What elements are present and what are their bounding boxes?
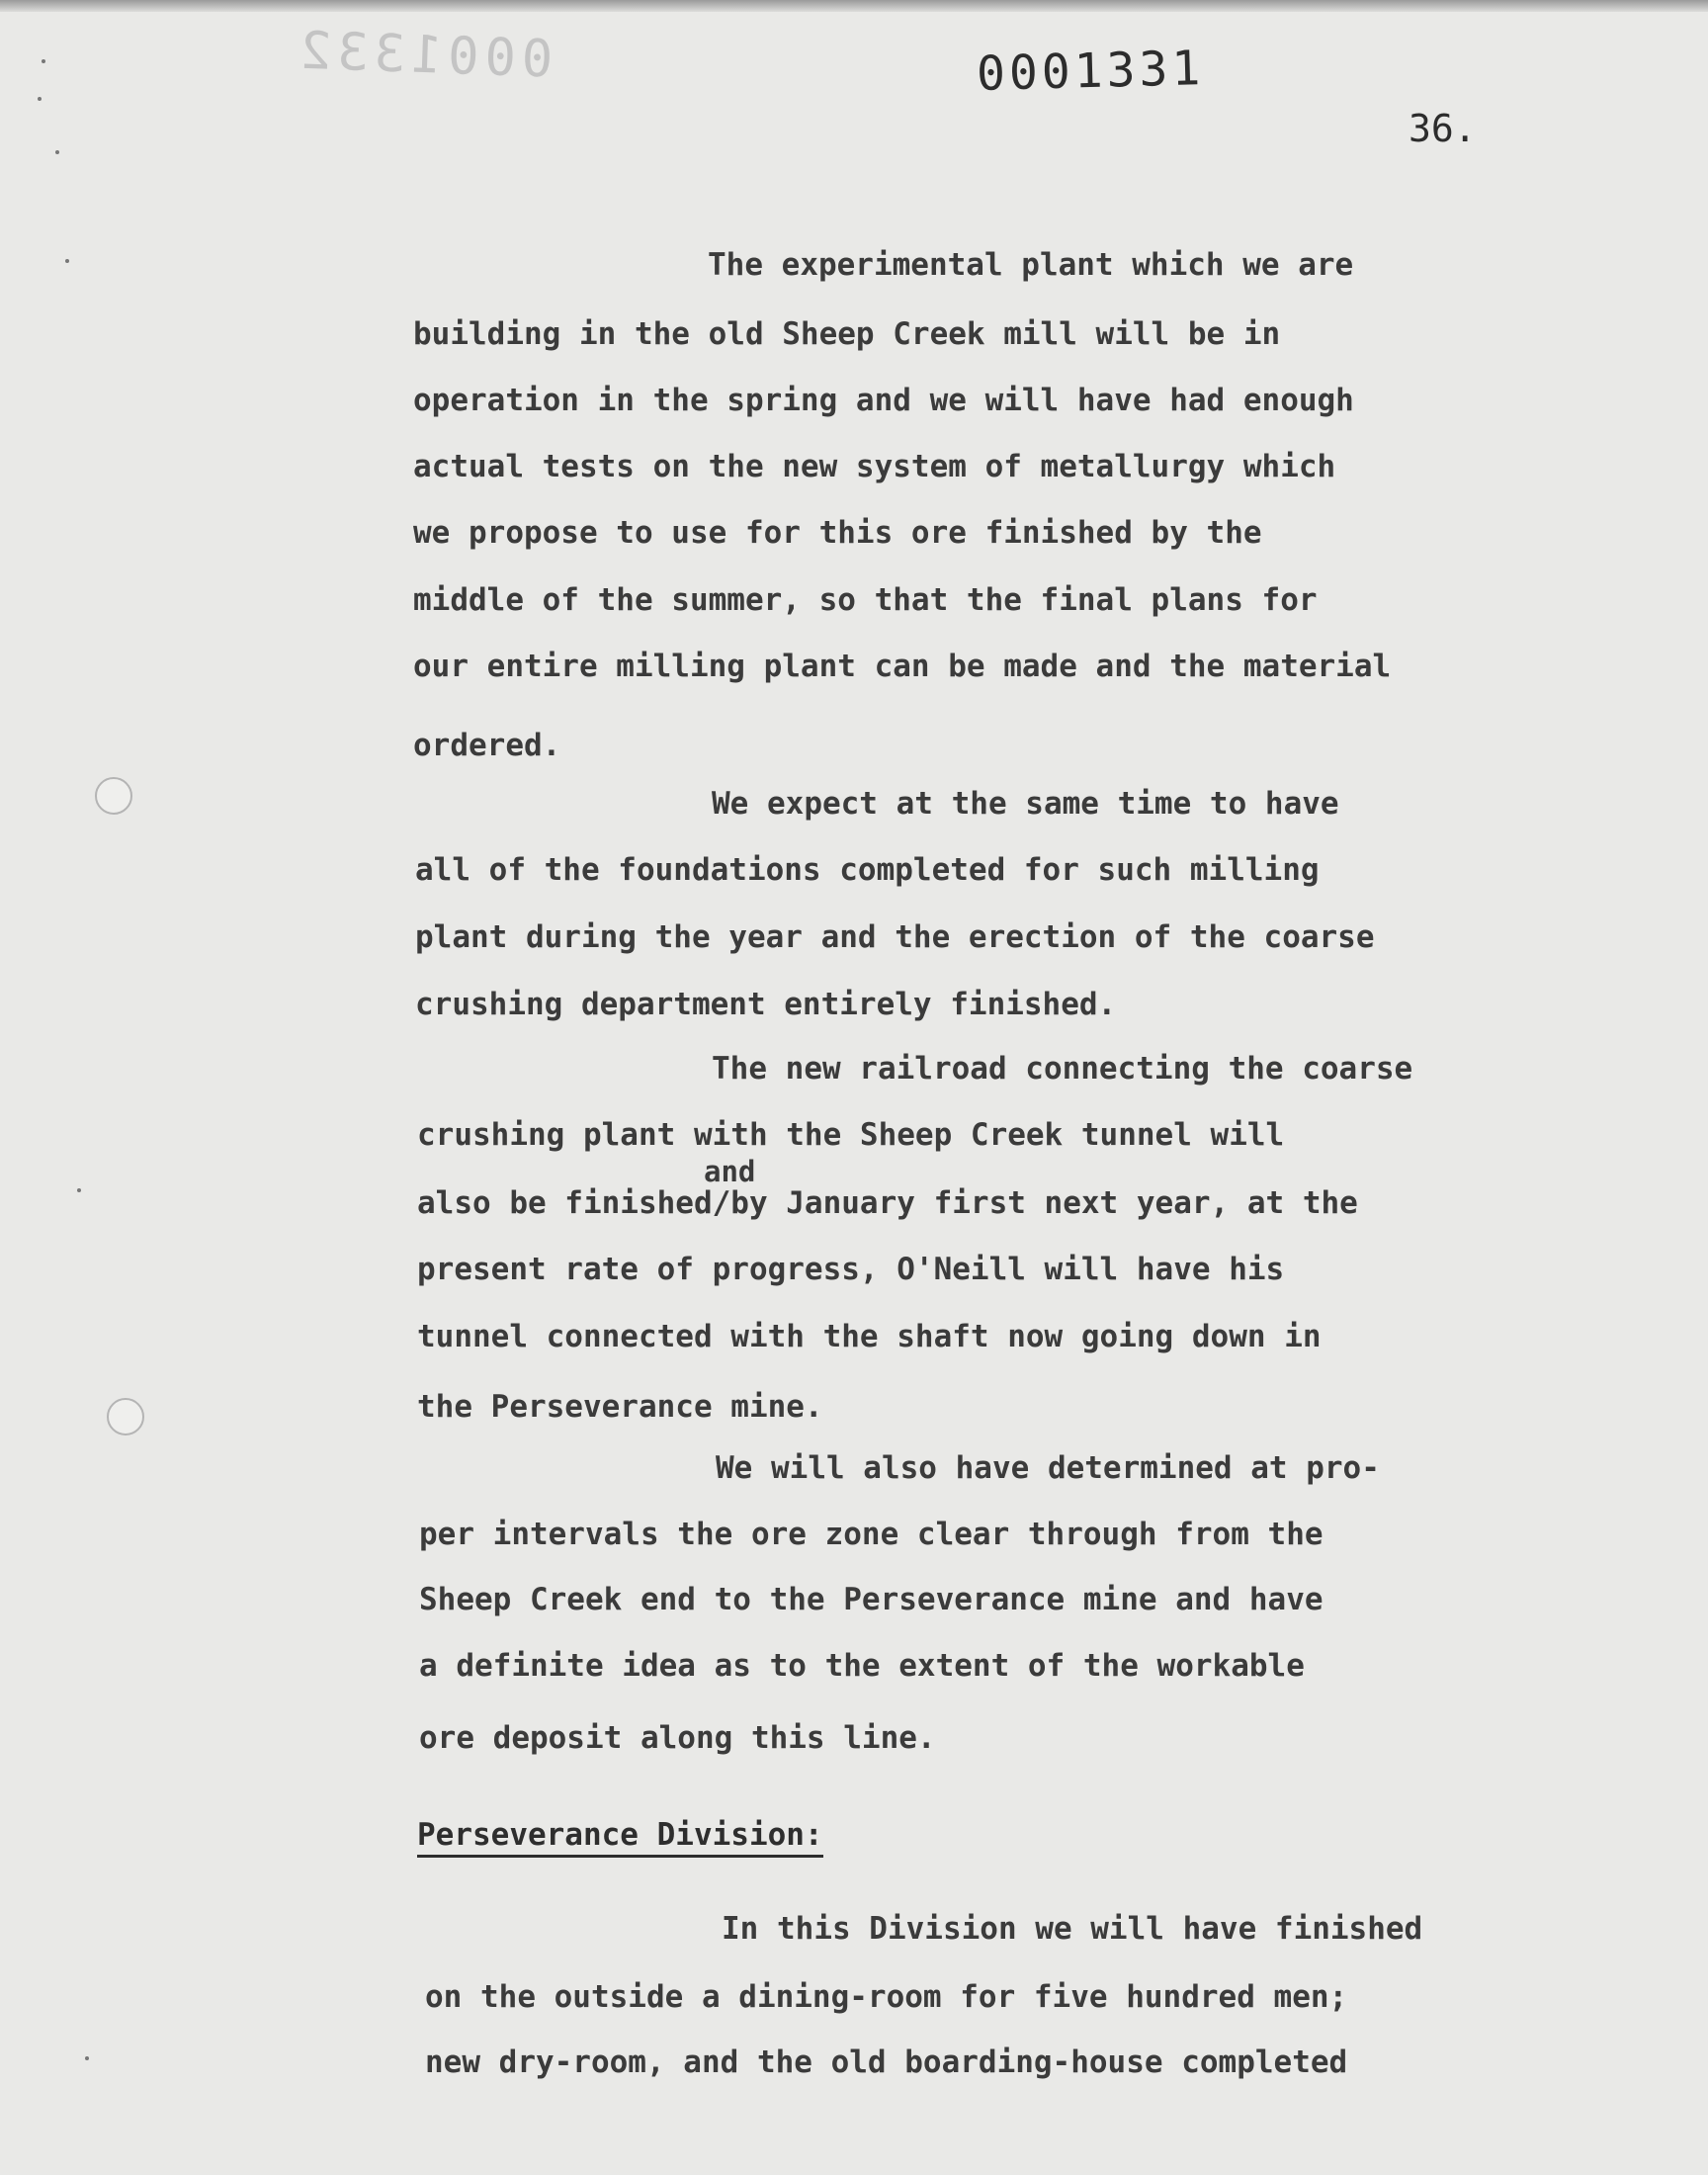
text-line: a definite idea as to the extent of the workable	[419, 1648, 1305, 1684]
text-line: new dry-room, and the old boarding-house completed	[425, 2044, 1348, 2080]
text-line: present rate of progress, O'Neill will have his	[417, 1252, 1285, 1287]
text-line: The new railroad connecting the coarse	[712, 1051, 1413, 1087]
text-line: we propose to use for this ore finished by the	[413, 515, 1262, 551]
page-number: 36.	[1409, 107, 1477, 150]
interlinear-insert: and	[704, 1155, 756, 1188]
text-line: operation in the spring and we will have had enough	[413, 383, 1354, 418]
bleed-through-number: 0001332	[294, 21, 555, 90]
page-top-edge	[0, 0, 1708, 12]
text-line: the Perseverance mine.	[417, 1389, 823, 1425]
paper-speck	[38, 97, 42, 101]
text-line: also be finished/by January first next year, at the	[417, 1185, 1358, 1221]
text-line: Sheep Creek end to the Perseverance mine and have	[419, 1582, 1324, 1617]
punch-hole	[107, 1398, 144, 1436]
text-line: In this Division we will have finished	[722, 1911, 1423, 1947]
text-line: ordered.	[413, 728, 561, 763]
text-line: our entire milling plant can be made and the material	[413, 649, 1392, 684]
document-number-stamp: 0001331	[976, 40, 1205, 103]
text-line: per intervals the ore zone clear through from the	[419, 1517, 1324, 1552]
paper-speck	[85, 2056, 89, 2060]
text-line: crushing plant with the Sheep Creek tunnel will	[417, 1117, 1285, 1153]
text-line: middle of the summer, so that the final plans for	[413, 582, 1318, 618]
text-line: tunnel connected with the shaft now going down in	[417, 1319, 1322, 1354]
text-line: We will also have determined at pro-	[716, 1450, 1380, 1486]
text-line: We expect at the same time to have	[712, 786, 1339, 822]
paper-speck	[42, 59, 45, 63]
punch-hole	[95, 777, 132, 815]
section-heading: Perseverance Division:	[417, 1817, 823, 1858]
paper-speck	[77, 1188, 81, 1192]
text-line: ore deposit along this line.	[419, 1720, 936, 1756]
text-line: plant during the year and the erection of the coarse	[415, 919, 1375, 955]
text-line: on the outside a dining-room for five hundred men;	[425, 1979, 1348, 2015]
text-line: The experimental plant which we are	[708, 247, 1354, 283]
paper-speck	[65, 259, 69, 263]
paper-speck	[55, 150, 59, 154]
text-line: all of the foundations completed for such milling	[415, 852, 1320, 888]
text-line: actual tests on the new system of metallurgy which	[413, 449, 1336, 484]
text-line: building in the old Sheep Creek mill will be in	[413, 316, 1281, 352]
text-line: crushing department entirely finished.	[415, 987, 1117, 1022]
